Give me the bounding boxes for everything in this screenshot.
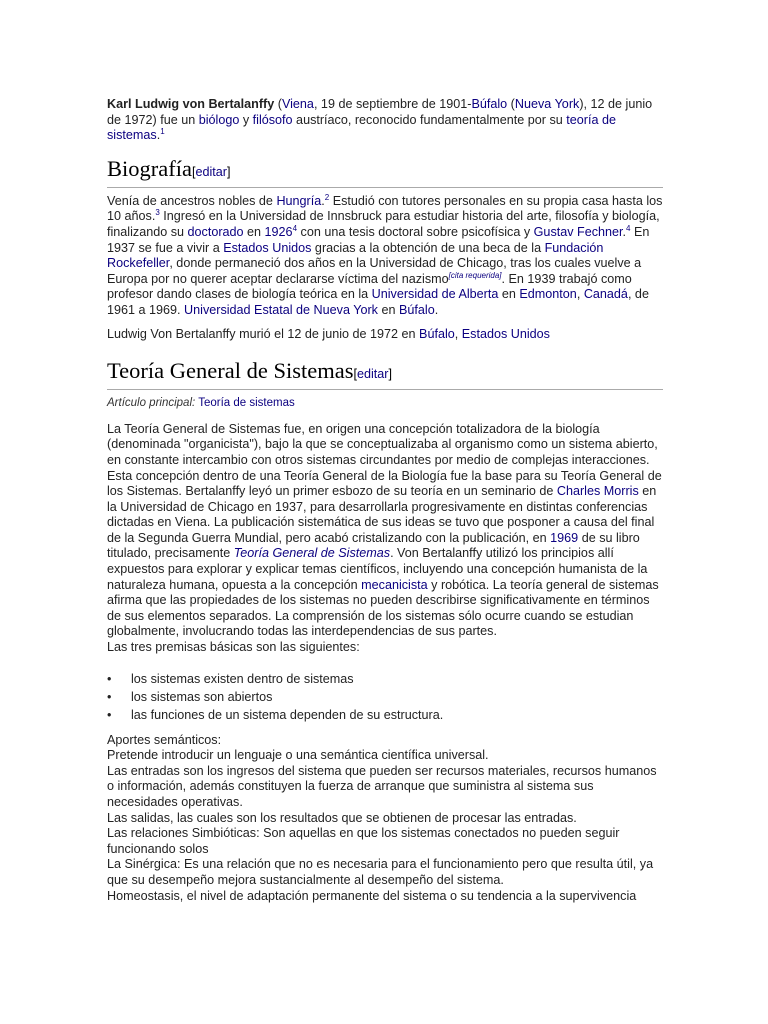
link-main-article[interactable]: Teoría de sistemas	[198, 397, 295, 410]
premisas-list	[107, 670, 663, 724]
main-article-label: Artículo principal:	[107, 397, 196, 410]
link-nueva-york[interactable]: Nueva York	[514, 97, 580, 111]
section-heading-teoria-general: Teoría General de Sistemas[editar]	[107, 358, 663, 390]
citation-needed[interactable]: [cita requerida]	[448, 270, 502, 280]
link-fundacion-rockefeller[interactable]: Fundación Rockefeller	[107, 240, 604, 271]
reference-4b[interactable]: 4	[626, 223, 631, 233]
list-item: • las funciones de un sistema dependen de su estructura.	[107, 707, 444, 722]
teoria-paragraph-1: La Teoría General de Sistemas fue, en origen una concepción totalizadora de la biología (denominada "organicista"), bajo la que se conceptualizaba al organismo como un sistema abierto, en constante intercambio con otros sistemas circundantes por medio de complejas interacciones. Esta concepción dentro de una Teoría General de la Biología fue la base para su Teoría General de los Sistemas. Bertalanffy leyó un primer esbozo de su teoría en un seminario de Charles Morris en la Universidad de Chicago en 1937, para desarrollarla progresivamente en distintas conferencias dictadas en Viena. La publicación sistemática de sus ideas se tuvo que posponer a causa del final de la Segunda Guerra Mundial, pero acabó cristalizando con la publicación, en 1969 de su libro titulado, precisamente Teoría General de Sistemas. Von Bertalanffy utilizó los principios allí expuestos para explorar y explicar temas científicos, incluyendo una concepción humanista de la naturaleza humana, opuesta a la concepción mecanicista y robótica. La teoría general de sistemas afirma que las propiedades de los sistemas no pueden describirse significativamente en términos de sus elementos separados. La comprensión de los sistemas sólo ocurre cuando se estudian globalmente, involucrando todas las interdependencias de sus partes.	[107, 421, 662, 639]
list-item: • los sistemas existen dentro de sistemas	[107, 671, 354, 686]
link-universidad-de-alberta[interactable]: Universidad de Alberta	[371, 287, 499, 302]
link-doctorado[interactable]: doctorado	[187, 224, 244, 239]
section-heading-biografia: Biografía[editar]	[107, 156, 663, 188]
edit-section-biografia: [editar]	[191, 164, 231, 179]
link-universidad-estatal-nueva-york[interactable]: Universidad Estatal de Nueva York	[184, 302, 378, 317]
link-viena[interactable]: Viena	[281, 97, 314, 111]
biografia-paragraph-1: Venía de ancestros nobles de Hungría.$^2$ Estudió con tutores personales en su propia casa hasta los 10 años.$^3$ Ingresó en la Universidad de Innsbruck para estudiar historia del arte, filosofía y biología, finalizando su doctorado en 1926$^4$ con una tesis doctoral sobre psicofísica y Gustav Fechner.$^4$ En 1937 se fue a vivir a Estados Unidos gracias a la obtención de una beca de la Fundación Rockefeller, donde permaneció dos años en la Universidad de Chicago, tras los cuales vuelve a Europa por no querer aceptar declararse víctima del nazismo[cita requerida]. En 1939 trabajó como profesor dando clases de biología teórica en la Universidad de Alberta en Edmonton, Canadá, de 1961 a 1969. Universidad Estatal de Nueva York en Búfalo.	[107, 192, 663, 317]
link-hungria[interactable]: Hungría	[276, 193, 322, 208]
link-bufalo-3[interactable]: Búfalo	[419, 326, 455, 341]
reference-1[interactable]: 1	[160, 127, 165, 136]
biografia-paragraph-2: Ludwig Von Bertalanffy murió el 12 de junio de 1972 en Búfalo, Estados Unidos	[107, 326, 550, 341]
aportes-line: Las relaciones Simbióticas: Son aquellas en que los sistemas conectados no pueden seguir funcionando solos	[107, 826, 620, 856]
aportes-line: Las salidas, las cuales son los resultados que se obtienen de procesar las entradas.	[107, 810, 577, 825]
edit-link-teoria-general[interactable]: editar	[356, 367, 389, 382]
link-libro-teoria-general[interactable]: Teoría General de Sistemas	[233, 546, 391, 561]
reference-3[interactable]: 3	[155, 208, 160, 218]
link-canada[interactable]: Canadá	[583, 287, 628, 302]
link-bufalo-2[interactable]: Búfalo	[398, 302, 435, 317]
link-mecanicista[interactable]: mecanicista	[361, 577, 428, 592]
bullet-icon: •	[107, 689, 112, 704]
link-gustav-fechner[interactable]: Gustav Fechner	[533, 224, 623, 239]
subject-name: Karl Ludwig von Bertalanffy	[107, 97, 275, 111]
aportes-block	[107, 733, 663, 905]
link-1926[interactable]: 1926	[264, 224, 293, 239]
bullet-icon: •	[107, 671, 112, 686]
link-teoria-de-sistemas[interactable]: teoría de sistemas	[107, 112, 617, 143]
link-bufalo[interactable]: Búfalo	[471, 97, 508, 111]
reference-2[interactable]: 2	[324, 192, 330, 202]
reference-4[interactable]: 4	[292, 223, 298, 233]
main-article-note	[107, 396, 663, 412]
edit-link-biografia[interactable]: editar	[195, 164, 227, 179]
aportes-line: Homeostasis, el nivel de adaptación permanente del sistema o su tendencia a la supervivencia	[107, 888, 637, 903]
list-item: • los sistemas son abiertos	[107, 689, 273, 704]
aportes-line: La Sinérgica: Es una relación que no es necesaria para el funcionamiento pero que resulta útil, ya que su desempeño mejora sustancialmente al desempeño del sistema.	[107, 857, 654, 887]
edit-section-teoria-general: [editar]	[353, 367, 392, 382]
intro-paragraph: Karl Ludwig von Bertalanffy (Viena, 19 de septiembre de 1901-Búfalo (Nueva York), 12 de junio de 1972) fue un biólogo y filósofo austríaco, reconocido fundamentalmente por su teoría de sistemas.$^1$	[107, 97, 653, 143]
link-biologo[interactable]: biólogo	[198, 112, 240, 127]
link-1969[interactable]: 1969	[550, 530, 579, 545]
link-charles-morris[interactable]: Charles Morris	[556, 484, 639, 499]
link-estados-unidos[interactable]: Estados Unidos	[223, 240, 312, 255]
bullet-icon: •	[107, 707, 112, 722]
aportes-line: Aportes semánticos:	[107, 732, 222, 747]
aportes-line: Las entradas son los ingresos del sistema que pueden ser recursos materiales, recursos humanos o información, además constituyen la fuerza de arranque que suministra al sistema sus necesidades operativas.	[107, 763, 657, 809]
link-estados-unidos-2[interactable]: Estados Unidos	[461, 326, 550, 341]
link-edmonton[interactable]: Edmonton	[519, 287, 577, 302]
article-body	[107, 97, 663, 904]
link-filosofo[interactable]: filósofo	[252, 112, 293, 127]
aportes-line: Pretende introducir un lenguaje o una semántica científica universal.	[107, 748, 489, 763]
premisas-intro: Las tres premisas básicas son las siguientes:	[107, 640, 360, 655]
